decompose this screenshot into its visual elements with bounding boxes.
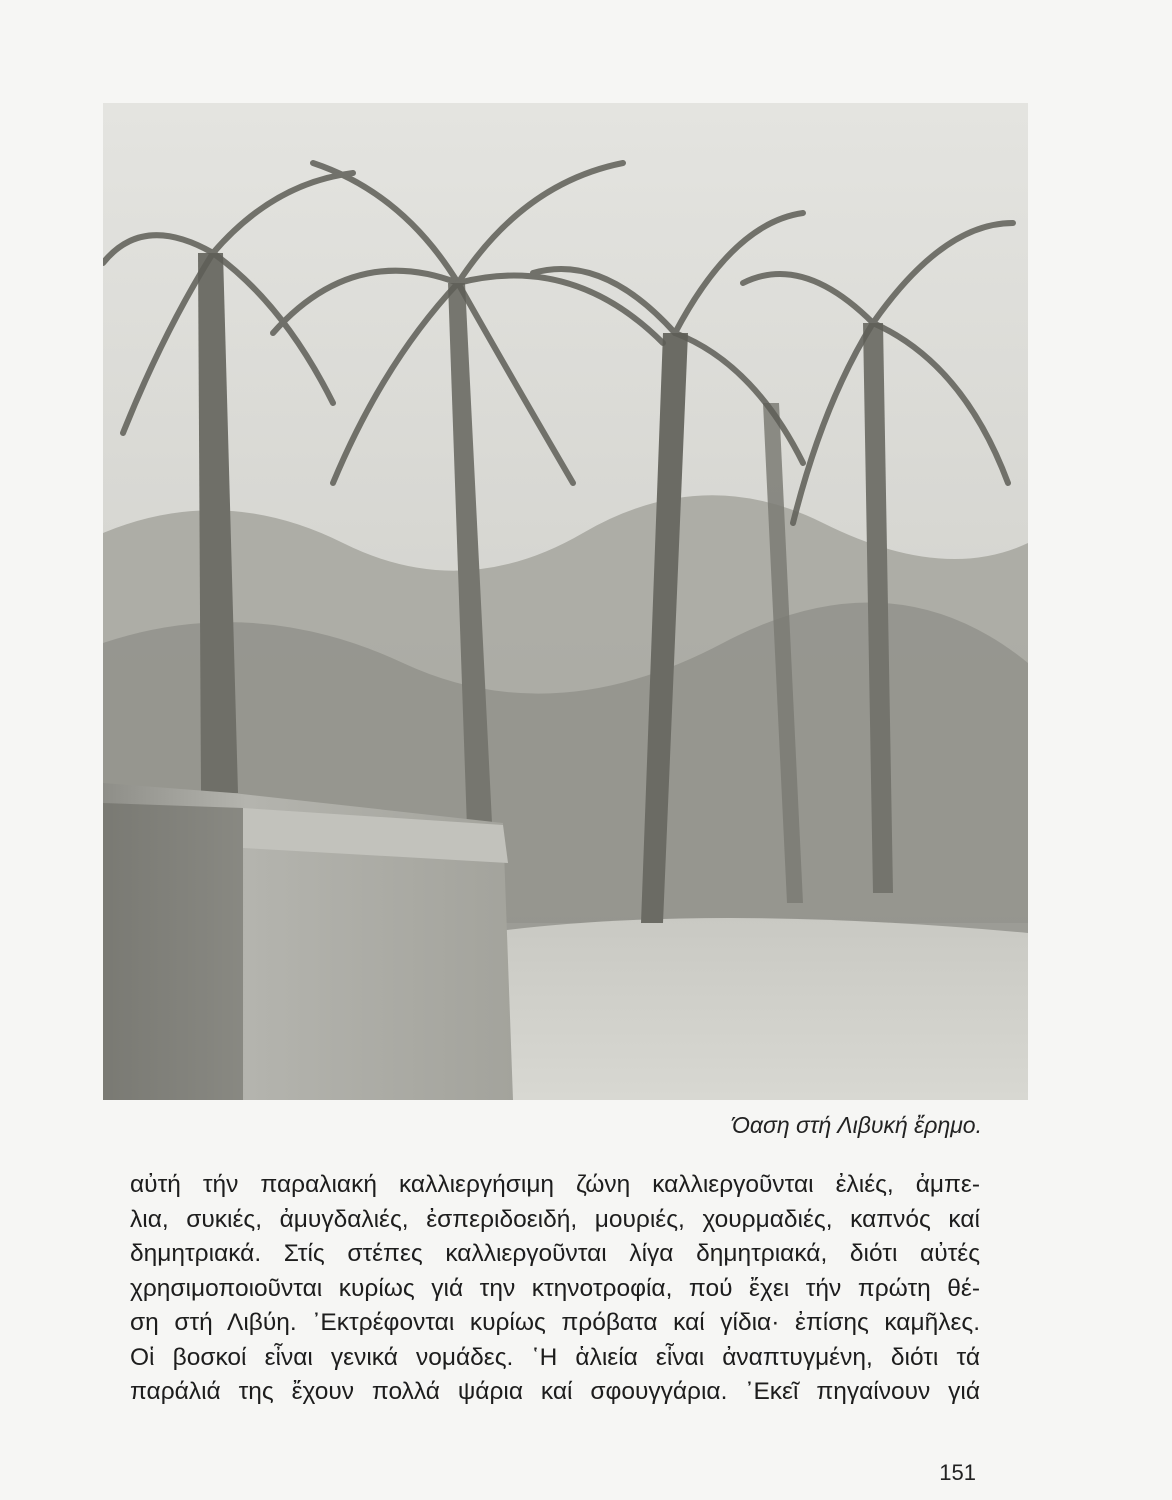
- text-line: λια, συκιές, ἀμυγδαλιές, ἐσπεριδοειδή, μουριές, χουρμαδιές, καπνός καί: [130, 1205, 980, 1233]
- text-line: χρησιμοποιοῦνται κυρίως γιά την κτηνοτροφία, πού ἔχει τήν πρώτη θέ-: [130, 1274, 980, 1302]
- text-line: Οἱ βοσκοί εἶναι γενικά νομάδες. ῾Η ἁλιεία εἶναι ἀναπτυγμένη, διότι τά: [130, 1343, 980, 1371]
- text-line: αὐτή τήν παραλιακή καλλιεργήσιμη ζώνη καλλιεργοῦνται ἐλιές, ἀμπε-: [130, 1171, 980, 1198]
- text-line: παράλιά της ἔχουν πολλά ψάρια καί σφουγγάρια. ᾿Εκεῖ πηγαίνουν γιά: [130, 1378, 980, 1405]
- palm-oasis-photo-icon: [103, 103, 1028, 1100]
- text-line: δημητριακά. Στίς στέπες καλλιεργοῦνται λίγα δημητριακά, διότι αὐτές: [130, 1240, 980, 1267]
- body-text: [130, 1168, 980, 1410]
- text-line: ση στή Λιβύη. ᾿Εκτρέφονται κυρίως πρόβατα καί γίδια· ἐπίσης καμῆλες.: [130, 1309, 980, 1336]
- photo-caption: Όαση στή Λιβυκή ἔρημο.: [731, 1112, 982, 1138]
- page-number: 151: [939, 1460, 976, 1485]
- oasis-photo: [103, 103, 1028, 1100]
